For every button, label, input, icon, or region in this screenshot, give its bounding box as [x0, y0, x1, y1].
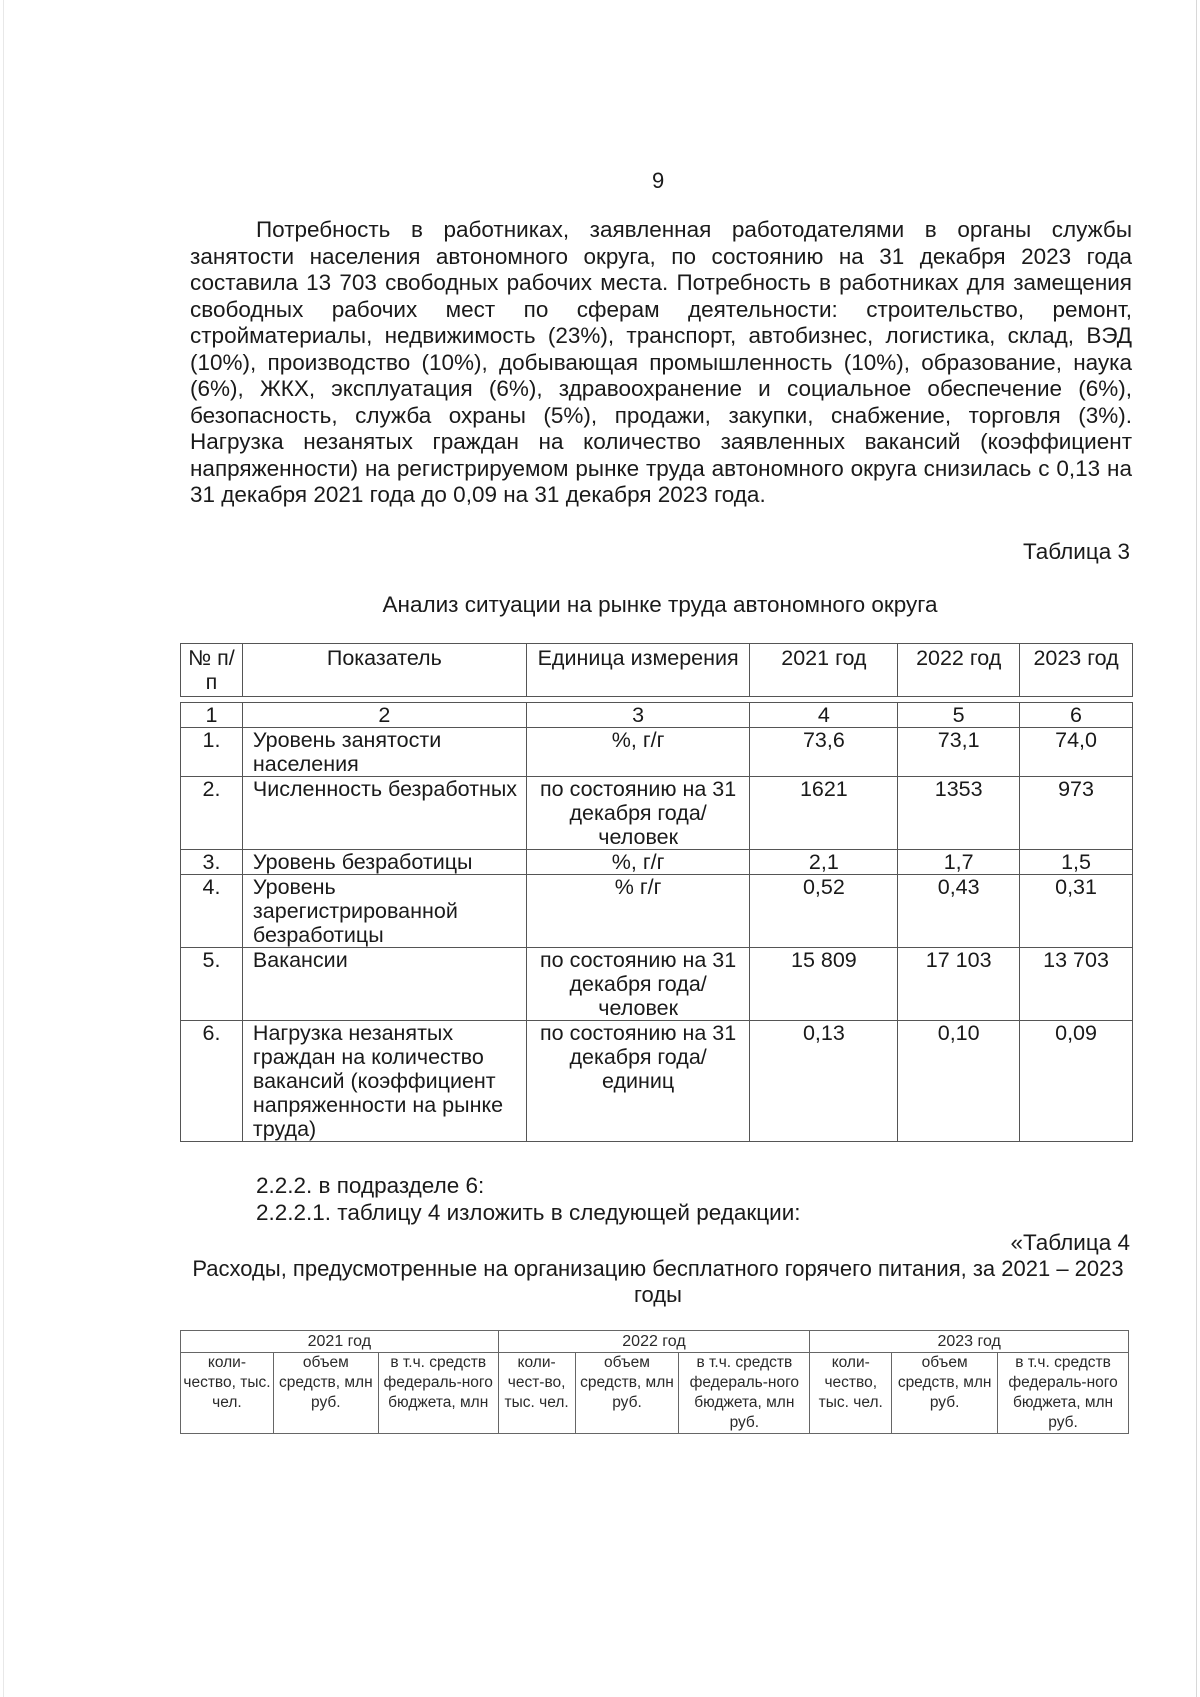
sub-header-cell: коли-чест-во, тыс. чел.: [498, 1353, 575, 1434]
table-row: [181, 1021, 1133, 1142]
row-unit: %, г/г: [526, 728, 750, 777]
column-number-row: [181, 703, 1133, 728]
labor-market-table: [180, 643, 1133, 1142]
sub-header-cell: в т.ч. средств федераль-ного бюджета, млн руб.: [679, 1353, 810, 1434]
sub-header-cell: объем средств, млн руб.: [273, 1353, 378, 1434]
table-row: [181, 777, 1133, 850]
row-num: 3.: [181, 850, 243, 875]
sub-header-cell: коли-чество, тыс. чел.: [810, 1353, 892, 1434]
row-unit: %, г/г: [526, 850, 750, 875]
col-number: 3: [526, 703, 750, 728]
col-number: 2: [242, 703, 526, 728]
row-num: 2.: [181, 777, 243, 850]
table-header-row: [181, 644, 1133, 697]
row-2021: 15 809: [750, 948, 898, 1021]
header-2021: 2021 год: [750, 644, 898, 697]
row-num: 4.: [181, 875, 243, 948]
row-indicator: Уровень занятости населения: [242, 728, 526, 777]
section-instruction: 2.2.2.1. таблицу 4 изложить в следующей редакции:: [256, 1200, 801, 1225]
row-num: 6.: [181, 1021, 243, 1142]
year-2022: 2022 год: [498, 1331, 810, 1353]
header-2022: 2022 год: [898, 644, 1020, 697]
row-num: 1.: [181, 728, 243, 777]
year-2021: 2021 год: [181, 1331, 499, 1353]
sub-header-cell: объем средств, млн руб.: [892, 1353, 998, 1434]
col-number: 5: [898, 703, 1020, 728]
row-2021: 73,6: [750, 728, 898, 777]
table3-label: Таблица 3: [1023, 539, 1130, 564]
row-indicator: Вакансии: [242, 948, 526, 1021]
meals-expenses-table: [180, 1330, 1129, 1434]
row-2022: 0,43: [898, 875, 1020, 948]
col-number: 4: [750, 703, 898, 728]
body-paragraph: Потребность в работниках, заявленная работодателями в органы службы занятости населения автономного округа, по состоянию на 31 декабря 2023 года составила 13 703 свободных рабочих места. Потребность в работниках для замещения свободных рабочих мест по сферам деятельности: строительство, ремонт, стройматериалы, недвижимость (23%), транспорт, автобизнес, логистика, склад, ВЭД (10%), производство (10%), добывающая промышленность (10%), образование, наука (6%), ЖКХ, эксплуатация (6%), здравоохранение и социальное обеспечение (6%), безопасность, служба охраны (5%), продажи, закупки, снабжение, торговля (3%). Нагрузка незанятых граждан на количество заявленных вакансий (коэффициент напряженности) на регистрируемом рынке труда автономного округа снизилась с 0,13 на 31 декабря 2021 года до 0,09 на 31 декабря 2023 года.: [190, 217, 1132, 507]
row-2022: 1,7: [898, 850, 1020, 875]
row-indicator: Нагрузка незанятых граждан на количество вакансий (коэффициент напряженности на рынке труда): [242, 1021, 526, 1142]
row-2023: 0,09: [1020, 1021, 1133, 1142]
row-indicator: Уровень зарегистрированной безработицы: [242, 875, 526, 948]
row-2023: 13 703: [1020, 948, 1133, 1021]
row-2022: 17 103: [898, 948, 1020, 1021]
sub-header-cell: коли-чество, тыс. чел.: [181, 1353, 274, 1434]
sub-header-cell: в т.ч. средств федераль-ного бюджета, млн: [378, 1353, 498, 1434]
row-2023: 0,31: [1020, 875, 1133, 948]
col-number: 1: [181, 703, 243, 728]
row-num: 5.: [181, 948, 243, 1021]
table-row: [181, 875, 1133, 948]
table-row: [181, 728, 1133, 777]
section-heading: 2.2.2. в подразделе 6:: [256, 1173, 485, 1198]
row-indicator: Уровень безработицы: [242, 850, 526, 875]
row-unit: % г/г: [526, 875, 750, 948]
table4-label: «Таблица 4: [1010, 1230, 1130, 1255]
page-number: 9: [652, 168, 665, 193]
header-unit: Единица измерения: [526, 644, 750, 697]
header-2023: 2023 год: [1020, 644, 1133, 697]
row-unit: по состоянию на 31 декабря года/ человек: [526, 777, 750, 850]
row-2022: 0,10: [898, 1021, 1020, 1142]
table4-title: Расходы, предусмотренные на организацию бесплатного горячего питания, за 2021 – 2023 годы: [192, 1256, 1124, 1307]
row-unit: по состоянию на 31 декабря года/ единиц: [526, 1021, 750, 1142]
sub-header-row: [181, 1353, 1129, 1434]
table-row: [181, 850, 1133, 875]
row-2023: 1,5: [1020, 850, 1133, 875]
year-2023: 2023 год: [810, 1331, 1129, 1353]
year-header-row: [181, 1331, 1129, 1353]
col-number: 6: [1020, 703, 1133, 728]
row-2022: 73,1: [898, 728, 1020, 777]
row-2021: 1621: [750, 777, 898, 850]
body-paragraph-block: [190, 217, 1132, 509]
scan-edge-left: [3, 0, 4, 1697]
row-2023: 74,0: [1020, 728, 1133, 777]
scan-edge: [1196, 0, 1197, 1697]
table3-title: Анализ ситуации на рынке труда автономного округа: [382, 592, 938, 617]
row-indicator: Численность безработных: [242, 777, 526, 850]
table-row: [181, 948, 1133, 1021]
header-num: № п/п: [181, 644, 243, 697]
row-2021: 0,52: [750, 875, 898, 948]
row-2023: 973: [1020, 777, 1133, 850]
row-2022: 1353: [898, 777, 1020, 850]
sub-header-cell: объем средств, млн руб.: [575, 1353, 679, 1434]
row-2021: 2,1: [750, 850, 898, 875]
row-unit: по состоянию на 31 декабря года/ человек: [526, 948, 750, 1021]
header-indicator: Показатель: [242, 644, 526, 697]
row-2021: 0,13: [750, 1021, 898, 1142]
sub-header-cell: в т.ч. средств федераль-ного бюджета, млн руб.: [998, 1353, 1129, 1434]
